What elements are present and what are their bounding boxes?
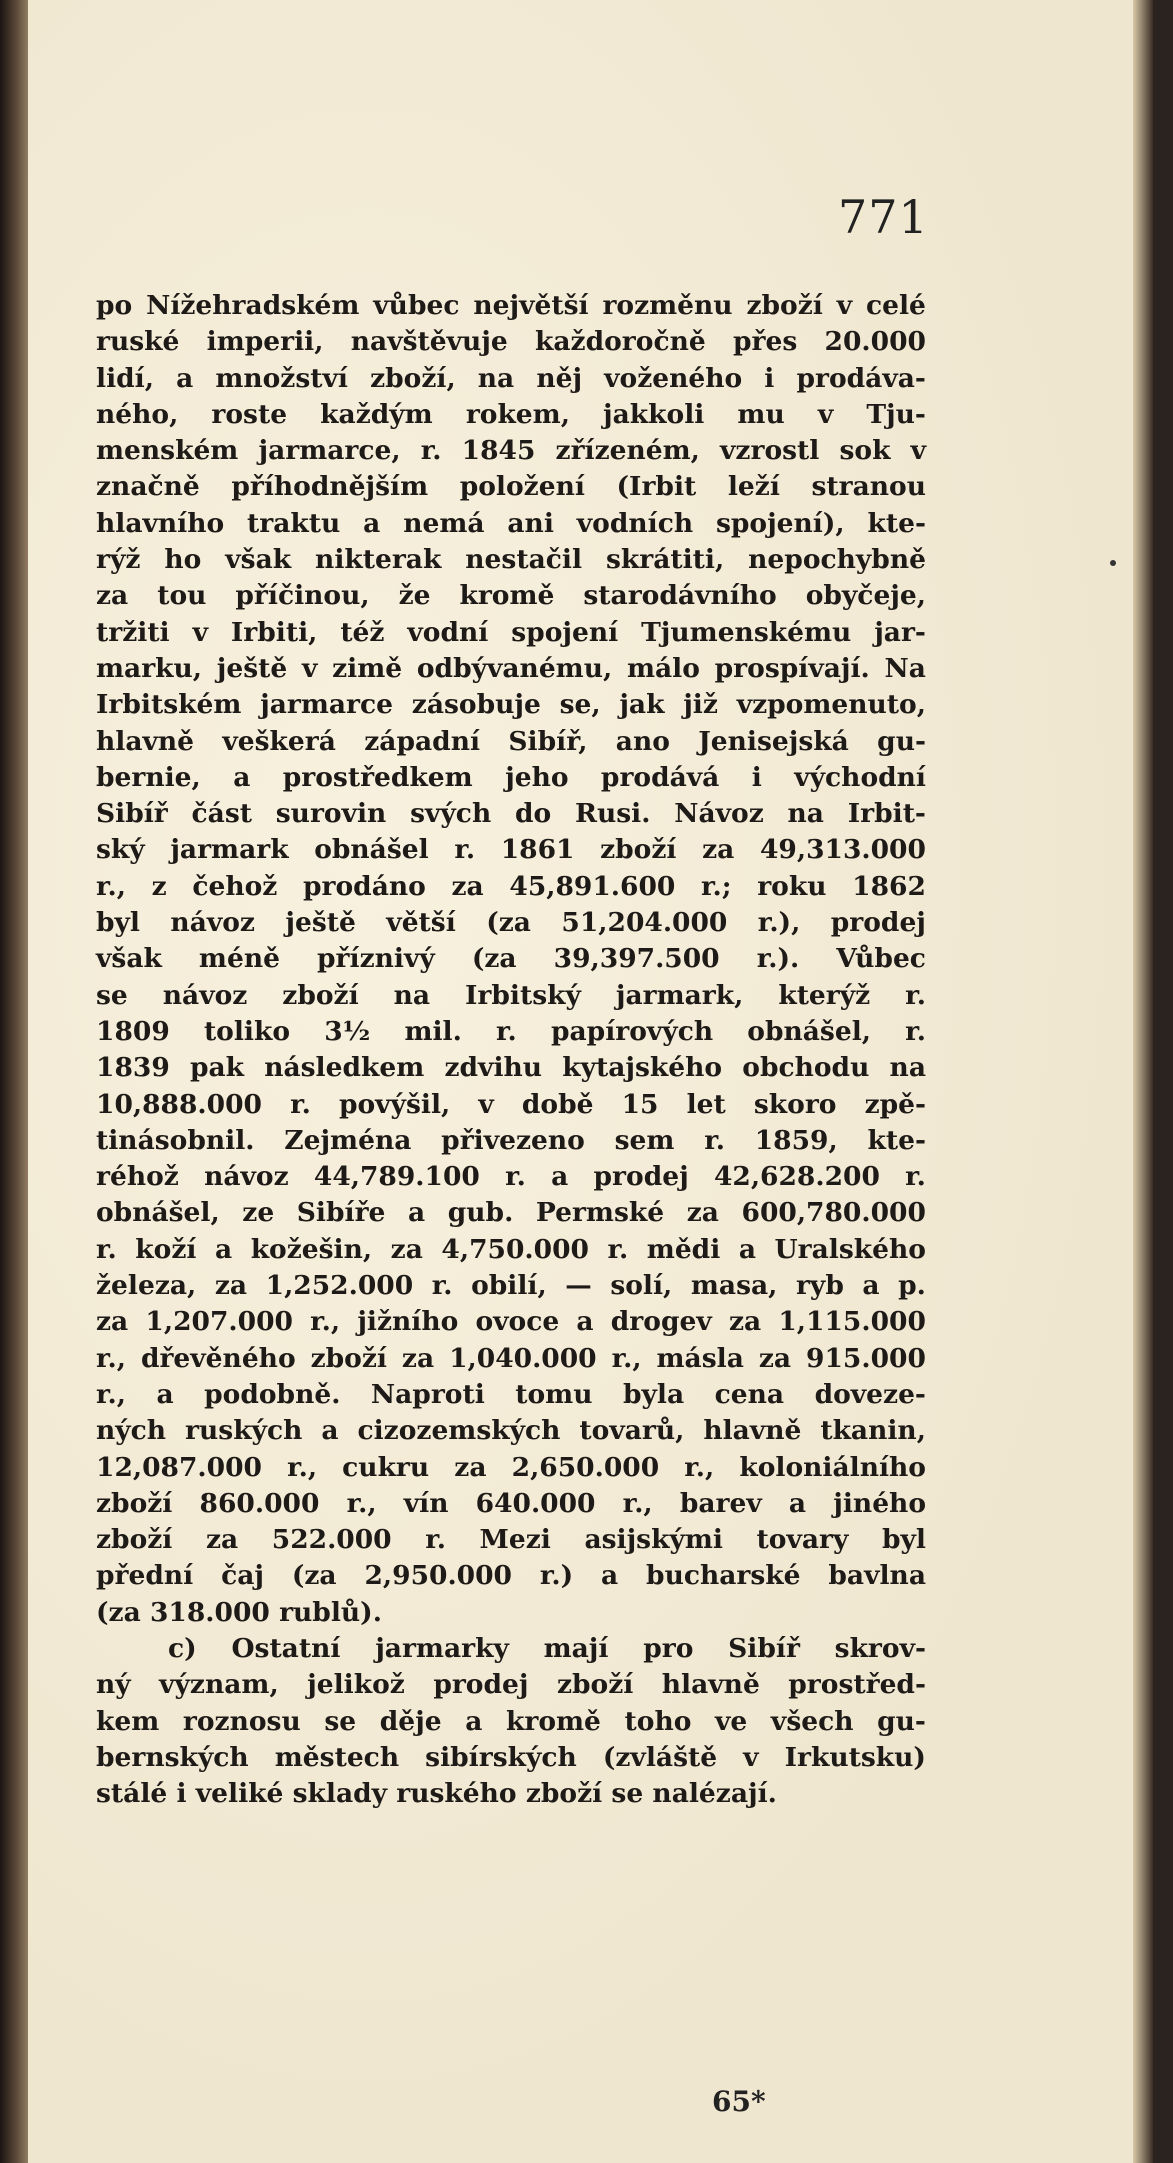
ink-speck — [1110, 560, 1116, 566]
text-line: rýž ho však nikterak nestačil skrátiti, nepochybně — [96, 544, 926, 576]
text-line: ného, roste každým rokem, jakkoli mu v Tju- — [96, 398, 926, 430]
text-line: kem roznosu se děje a kromě toho ve všech gu- — [96, 1705, 926, 1737]
text-line: po Nížehradském vůbec největší rozměnu zboží v celé — [96, 290, 926, 321]
text-line: bernských městech sibírských (zvláště v Irkutsku) — [96, 1741, 926, 1773]
text-line: zboží 860.000 r., vín 640.000 r., barev a jiného — [96, 1487, 926, 1519]
text-line: za tou příčinou, že kromě starodávního obyčeje, — [96, 580, 926, 612]
text-line: hlavně veškerá západní Sibíř, ano Jenisejská gu- — [96, 725, 926, 757]
text-line: (za 318.000 rublů). — [96, 1596, 382, 1628]
text-line: značně příhodnějším položení (Irbit leží stranou — [96, 471, 926, 503]
text-line: c) Ostatní jarmarky mají pro Sibíř skrov- — [168, 1632, 926, 1664]
text-line: železa, za 1,252.000 r. obilí, — solí, masa, ryb a p. — [96, 1270, 926, 1302]
text-line: lidí, a množství zboží, na něj voženého i prodáva- — [96, 362, 926, 394]
text-line: r. koží a kožešin, za 4,750.000 r. mědi a Uralského — [96, 1233, 926, 1265]
text-line: ruské imperii, navštěvuje každoročně přes 20.000 — [96, 326, 926, 358]
text-line: réhož návoz 44,789.100 r. a prodej 42,628.200 r. — [96, 1161, 926, 1193]
body-text — [96, 288, 926, 1812]
text-line: 1839 pak následkem zdvihu kytajského obchodu na — [96, 1052, 926, 1084]
text-line: r., dřevěného zboží za 1,040.000 r., másla za 915.000 — [96, 1342, 926, 1374]
text-line: menském jarmarce, r. 1845 zřízeném, vzrostl sok v — [96, 435, 926, 467]
text-line: se návoz zboží na Irbitský jarmark, kterýž r. — [96, 979, 926, 1011]
text-line: ných ruských a cizozemských tovarů, hlavně tkanin, — [96, 1415, 926, 1447]
text-line: 1809 toliko 3½ mil. r. papírových obnášel, r. — [96, 1015, 926, 1047]
text-line: bernie, a prostředkem jeho prodává i východní — [96, 761, 926, 793]
text-line: marku, ještě v zimě odbývanému, málo prospívají. Na — [96, 652, 926, 684]
text-line: zboží za 522.000 r. Mezi asijskými tovary byl — [96, 1524, 926, 1556]
text-line: za 1,207.000 r., jižního ovoce a drogev za 1,115.000 — [96, 1306, 926, 1338]
text-line: r., z čehož prodáno za 45,891.600 r.; roku 1862 — [96, 870, 926, 902]
text-line: tinásobnil. Zejména přivezeno sem r. 1859, kte- — [96, 1124, 926, 1156]
text-line: r., a podobně. Naproti tomu byla cena doveze- — [96, 1378, 926, 1410]
text-line: 10,888.000 r. povýšil, v době 15 let skoro zpě- — [96, 1088, 926, 1120]
text-line: Irbitském jarmarce zásobuje se, jak již vzpomenuto, — [96, 689, 926, 721]
text-line: ský jarmark obnášel r. 1861 zboží za 49,313.000 — [96, 834, 926, 866]
text-line: hlavního traktu a nemá ani vodních spojení), kte- — [96, 507, 926, 539]
printer-signature: 65* — [712, 2085, 766, 2118]
text-line: ný význam, jelikož prodej zboží hlavně prostřed- — [96, 1669, 926, 1701]
text-line: obnášel, ze Sibíře a gub. Permské za 600,780.000 — [96, 1197, 926, 1229]
text-line: stálé i veliké sklady ruského zboží se nalézají. — [96, 1778, 777, 1810]
page-edge-shadow — [1133, 0, 1153, 2163]
text-line: byl návoz ještě větší (za 51,204.000 r.), prodej — [96, 907, 926, 939]
text-line: Sibíř část surovin svých do Rusi. Návoz na Irbit- — [96, 798, 926, 830]
page-number: 771 — [838, 190, 929, 244]
text-line: však méně příznivý (za 39,397.500 r.). Vůbec — [96, 943, 926, 975]
text-line: 12,087.000 r., cukru za 2,650.000 r., koloniálního — [96, 1451, 926, 1483]
text-line: přední čaj (za 2,950.000 r.) a bucharské bavlna — [96, 1560, 926, 1592]
text-line: tržiti v Irbiti, též vodní spojení Tjumenskému jar- — [96, 616, 926, 648]
